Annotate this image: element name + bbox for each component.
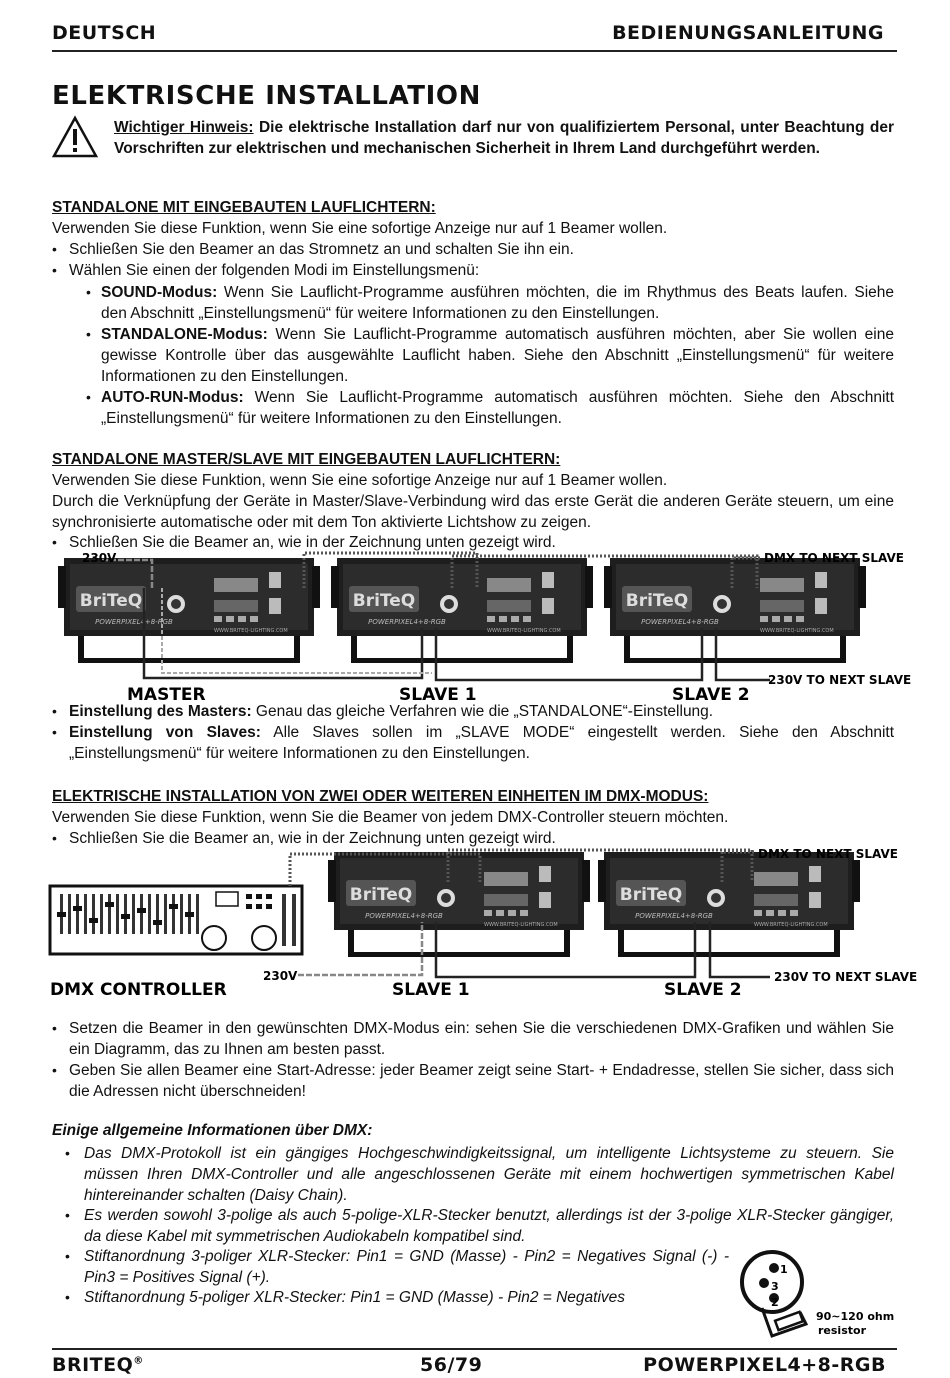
section-dmx-heading: ELEKTRISCHE INSTALLATION VON ZWEI ODER WEITEREN EINHEITEN IM DMX-MODUS: [52,788,709,805]
bullet-dot: • [65,1248,70,1264]
label-dmx-next: DMX TO NEXT SLAVE [764,551,904,565]
list-item-slave-setting [69,722,894,764]
bullet-dot: • [65,1207,70,1223]
bullet-dot: • [86,389,91,405]
footer-reg-mark: ® [133,1355,144,1367]
mode-label: SOUND-Modus: [101,284,218,301]
item-text: Alle Slaves sollen im „SLAVE MODE“ eingestellt werden. Siehe den Abschnitt „Einstellungsmenü“ für weitere Informationen zu den Einstellungen. [69,724,894,762]
section-standalone-intro: Verwenden Sie diese Funktion, wenn Sie eine sofortige Anzeige nur auf 1 Beamer wollen. [52,220,668,237]
section-master-slave-heading: STANDALONE MASTER/SLAVE MIT EINGEBAUTEN LAUFLICHTERN: [52,451,561,468]
pin1-label: 1 [780,1263,788,1276]
label-230v-next: 230V TO NEXT SLAVE [774,970,918,984]
label-master: MASTER [127,685,206,705]
list-item: Stiftanordnung 3-poliger XLR-Stecker: Pin1 = GND (Masse) - Pin2 = Negatives Signal (-) - Pin3 = Positives Signal (+). [84,1248,729,1286]
section-dmx-intro: Verwenden Sie diese Funktion, wenn Sie die Beamer von jedem DMX-Controller steuern möchten. [52,809,729,826]
list-item-sound-mode [101,282,894,324]
list-item: Es werden sowohl 3-polige als auch 5-polige-XLR-Stecker benutzt, allerdings ist der 3-polige XLR-Stecker gängiger, da diese Kabel mit symmetrischen Audiokabeln kompatibel sind. [84,1207,894,1245]
xlr-connector-diagram [738,1248,898,1344]
footer-brand-name: BRITEQ [52,1354,134,1376]
bullet-dot: • [52,703,57,719]
item-label: Einstellung des Masters: [69,703,252,720]
footer-product: POWERPIXEL4+8-RGB [643,1354,886,1376]
footer-rule [52,1348,897,1350]
bullet-dot: • [52,1062,57,1078]
mode-label: AUTO-RUN-Modus: [101,389,244,406]
warning-triangle-icon [52,116,98,158]
list-item: Das DMX-Protokoll ist ein gängiges Hochgeschwindigkeitssignal, um intelligente Lichtsysteme zu steuern. Sie müssen Ihren DMX-Controller und alle angeschlossenen Geräte mit einem hochwertigen symmetrischen Kabel hintereinander schalten (Daisy Chain). [84,1145,894,1204]
list-item: Setzen die Beamer in den gewünschten DMX-Modus ein: sehen Sie die verschiedenen DMX-Grafiken und wählen Sie ein Diagramm, das zu Ihnen am besten passt. [69,1020,894,1058]
label-230v: 230V [263,969,298,983]
label-230v: 230V [82,551,117,565]
bullet-dot: • [65,1289,70,1305]
section-master-slave-paragraph: Durch die Verknüpfung der Geräte in Master/Slave-Verbindung wird das erste Gerät die anderen Geräte steuern, um eine synchronisierte automatische oder mit dem Ton aktivierte Lichtshow zu zeigen. [52,493,894,531]
bullet-dot: • [52,724,57,740]
bullet-dot: • [52,262,57,278]
header-rule [52,50,897,52]
resistor-label: resistor [818,1324,866,1337]
bullet-dot: • [86,326,91,342]
bullet-dot: • [65,1145,70,1161]
label-dmx-next: DMX TO NEXT SLAVE [758,847,898,861]
mode-text: Wenn Sie Lauflicht-Programme automatisch ausführen möchten, aber Sie wollen eine gewisse Kontrolle über das ausgewählte Lauflicht haben. Siehe den Abschnitt „Einstellungsmenü“ für weitere Informationen zu den Einstellungen. [101,326,894,385]
footer-page-number: 56/79 [420,1354,483,1376]
page-title: ELEKTRISCHE INSTALLATION [52,81,481,111]
item-text: Genau das gleiche Verfahren wie die „STANDALONE“-Einstellung. [251,703,714,720]
section-dmx-info-heading: Einige allgemeine Informationen über DMX: [52,1122,373,1139]
list-item: Schließen Sie die Beamer an, wie in der Zeichnung unten gezeigt wird. [69,534,556,551]
list-item: Schließen Sie die Beamer an, wie in der Zeichnung unten gezeigt wird. [69,830,556,847]
bullet-dot: • [52,241,57,257]
list-item: Schließen Sie den Beamer an das Stromnetz an und schalten Sie ihn ein. [69,241,574,258]
resistor-value-label: 90~120 ohm [816,1310,895,1323]
label-230v-next: 230V TO NEXT SLAVE [768,673,912,687]
section-standalone-heading: STANDALONE MIT EINGEBAUTEN LAUFLICHTERN: [52,199,436,216]
label-slave1: SLAVE 1 [392,980,470,1000]
dmx-diagram [50,842,918,1002]
label-slave2: SLAVE 2 [672,685,750,705]
bullet-dot: • [52,830,57,846]
section-master-slave-intro: Verwenden Sie diese Funktion, wenn Sie eine sofortige Anzeige nur auf 1 Beamer wollen. [52,472,668,489]
list-item-master-setting [69,701,713,722]
list-item: Wählen Sie einen der folgenden Modi im Einstellungsmenü: [69,262,480,279]
mode-text: Wenn Sie Lauflicht-Programme automatisch ausführen möchten. Siehe den Abschnitt „Einstellungsmenü“ für weitere Informationen zu den Einstellungen. [101,389,894,427]
mode-text: Wenn Sie Lauflicht-Programme ausführen möchten, die im Rhythmus des Beats laufen. Siehe den Abschnitt „Einstellungsmenü“ für weitere Informationen zu den Einstellungen. [101,284,894,322]
bullet-dot: • [86,284,91,300]
mode-label: STANDALONE-Modus: [101,326,268,343]
pin3-label: 3 [771,1280,779,1293]
warning-text [114,117,894,159]
bullet-dot: • [52,534,57,550]
list-item: Geben Sie allen Beamer eine Start-Adresse: jeder Beamer zeigt seine Start- + Endadresse, stellen Sie sicher, dass sich die Adressen nicht überschneiden! [69,1062,894,1100]
label-slave2: SLAVE 2 [664,980,742,1000]
label-slave1: SLAVE 1 [399,685,477,705]
pin2-label: 2 [771,1296,779,1309]
header-doc-type: BEDIENUNGSANLEITUNG [612,22,884,44]
list-item-autorun-mode [101,387,894,429]
bullet-dot: • [52,1020,57,1036]
master-slave-diagram [52,548,912,705]
footer-brand [52,1354,144,1376]
item-label: Einstellung von Slaves: [69,724,261,741]
label-dmx-controller: DMX CONTROLLER [50,980,227,1000]
warning-body: Die elektrische Installation darf nur von qualifiziertem Personal, unter Beachtung der Vorschriften zur elektrischen und mechanischen Sicherheit in Ihrem Land durchgeführt werden. [114,119,894,157]
warning-label: Wichtiger Hinweis: [114,119,254,136]
header-language: DEUTSCH [52,22,157,44]
list-item-standalone-mode [101,324,894,387]
list-item: Stiftanordnung 5-poliger XLR-Stecker: Pin1 = GND (Masse) - Pin2 = Negatives [84,1289,626,1306]
